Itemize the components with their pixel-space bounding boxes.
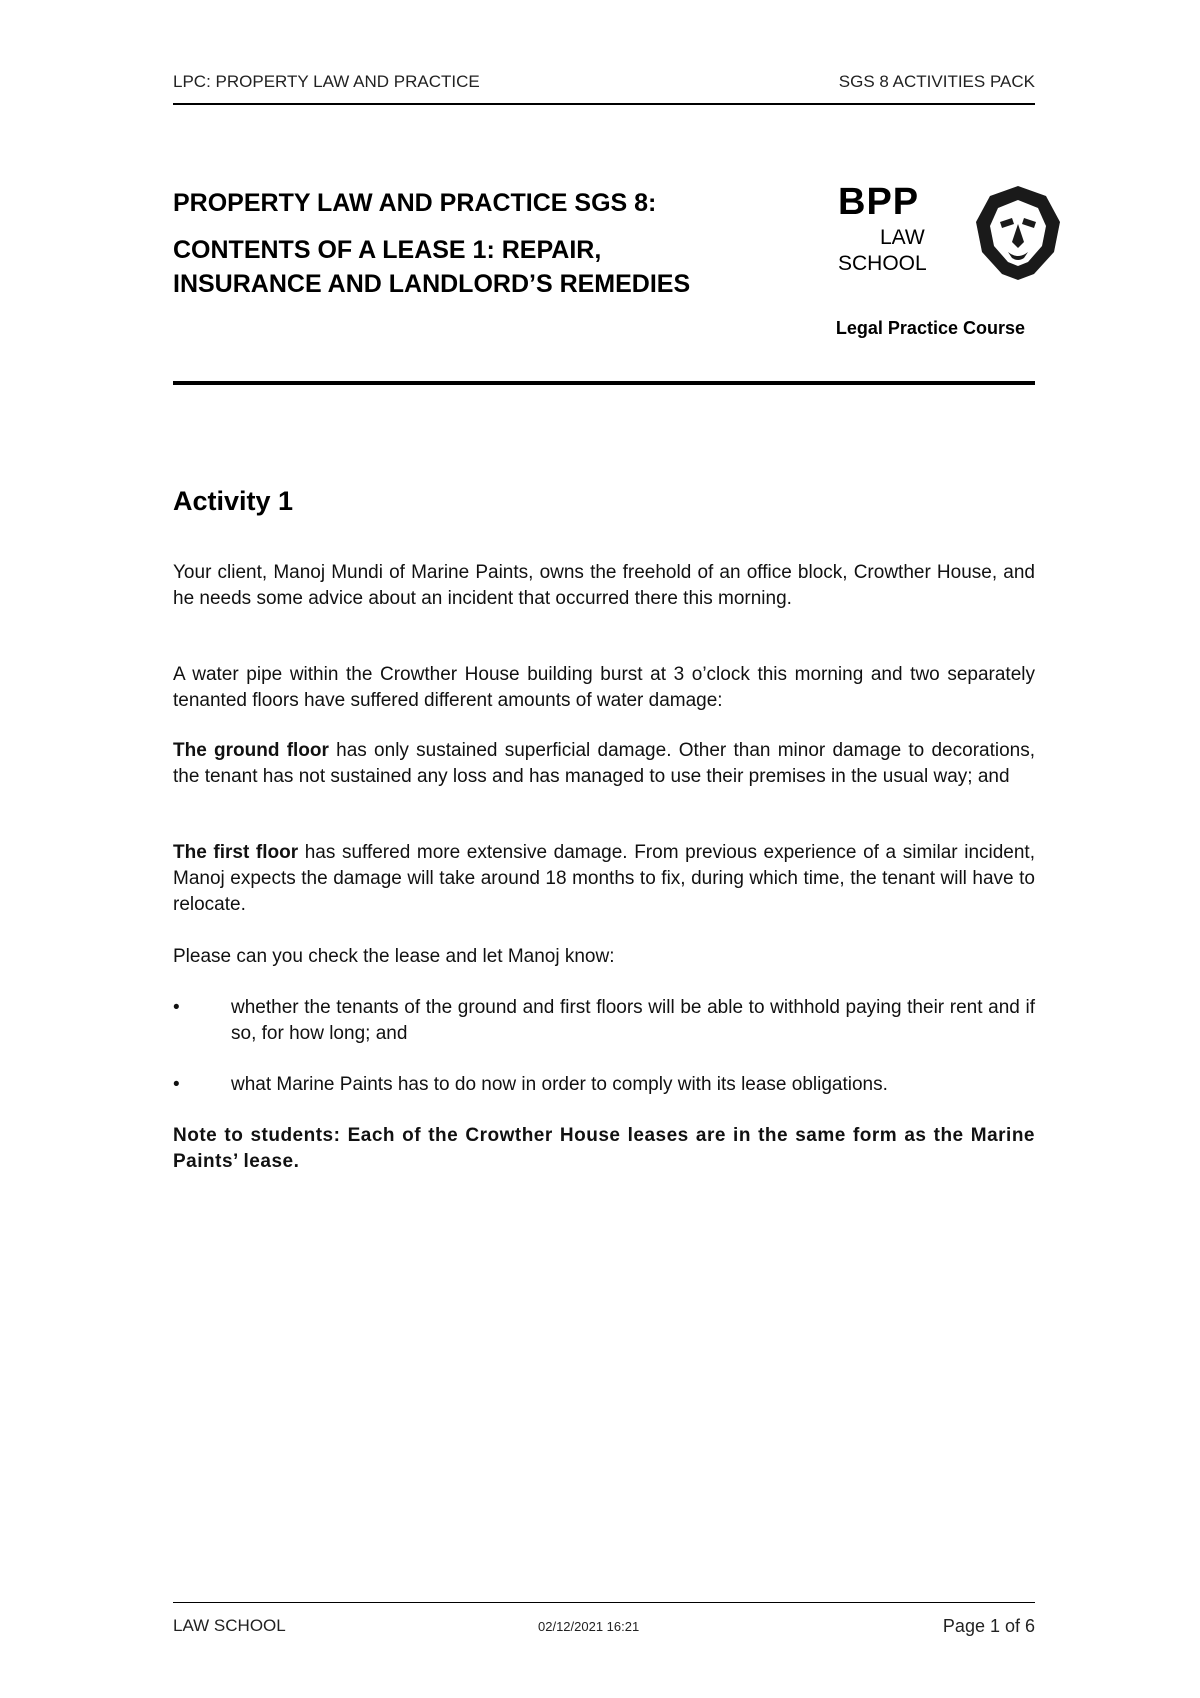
ground-floor-text: has only sustained superficial damage. Other than minor damage to decorations, the tenant has not sustained any loss and has managed to use their premises in the usual way; and — [173, 740, 1035, 787]
incident-paragraph: A water pipe within the Crowther House building burst at 3 o’clock this morning and two separately tenanted floors have suffered different amounts of water damage: — [173, 664, 1035, 711]
bullet-glyph: • — [173, 1074, 180, 1095]
document-title-lines-2-3 — [173, 233, 793, 301]
footer-rule — [173, 1602, 1035, 1603]
list-item-text: what Marine Paints has to do now in order to comply with its lease obligations. — [231, 1074, 888, 1095]
first-floor-text: has suffered more extensive damage. From previous experience of a similar incident, Manoj expects the damage will take around 18 months to fix, during which time, the tenant will have to relocate. — [173, 842, 1035, 915]
footer-timestamp: 02/12/2021 16:21 — [538, 1619, 640, 1634]
logo-school: SCHOOL — [838, 252, 927, 275]
header-right: SGS 8 ACTIVITIES PACK — [838, 72, 1035, 91]
note-to-students: Note to students: Each of the Crowther House leases are in the same form as the Marine Paints’ lease. — [173, 1125, 1035, 1172]
bullet-glyph: • — [173, 997, 180, 1018]
title-rule — [173, 381, 1035, 385]
page-header — [173, 72, 1035, 94]
footer-left: LAW SCHOOL — [173, 1616, 286, 1635]
page-footer — [173, 1616, 1035, 1640]
lion-head-icon — [968, 182, 1068, 282]
logo-law: LAW — [880, 226, 925, 249]
document-title-line-1: PROPERTY LAW AND PRACTICE SGS 8: — [173, 189, 657, 217]
header-left: LPC: PROPERTY LAW AND PRACTICE — [173, 72, 480, 91]
list-item-text: whether the tenants of the ground and first floors will be able to withhold paying their rent and if so, for how long; and — [231, 997, 1035, 1044]
document-title-line-2: CONTENTS OF A LEASE 1: REPAIR, — [173, 236, 602, 264]
bpp-law-school-logo — [838, 180, 1038, 290]
header-rule — [173, 103, 1035, 105]
course-label: Legal Practice Course — [835, 318, 1025, 338]
ground-floor-label: The ground floor — [173, 740, 329, 761]
request-paragraph: Please can you check the lease and let Manoj know: — [173, 946, 615, 967]
document-title-line-3: INSURANCE AND LANDLORD’S REMEDIES — [173, 270, 691, 298]
first-floor-label: The first floor — [173, 842, 299, 863]
intro-paragraph: Your client, Manoj Mundi of Marine Paints, owns the freehold of an office block, Crowther House, and he needs some advice about an incident that occurred there this morning. — [173, 562, 1035, 609]
activity-heading: Activity 1 — [173, 486, 294, 516]
first-floor-paragraph — [173, 840, 1035, 918]
ground-floor-paragraph — [173, 738, 1035, 790]
logo-bpp: BPP — [838, 181, 920, 223]
page-number: Page 1 of 6 — [942, 1616, 1035, 1636]
